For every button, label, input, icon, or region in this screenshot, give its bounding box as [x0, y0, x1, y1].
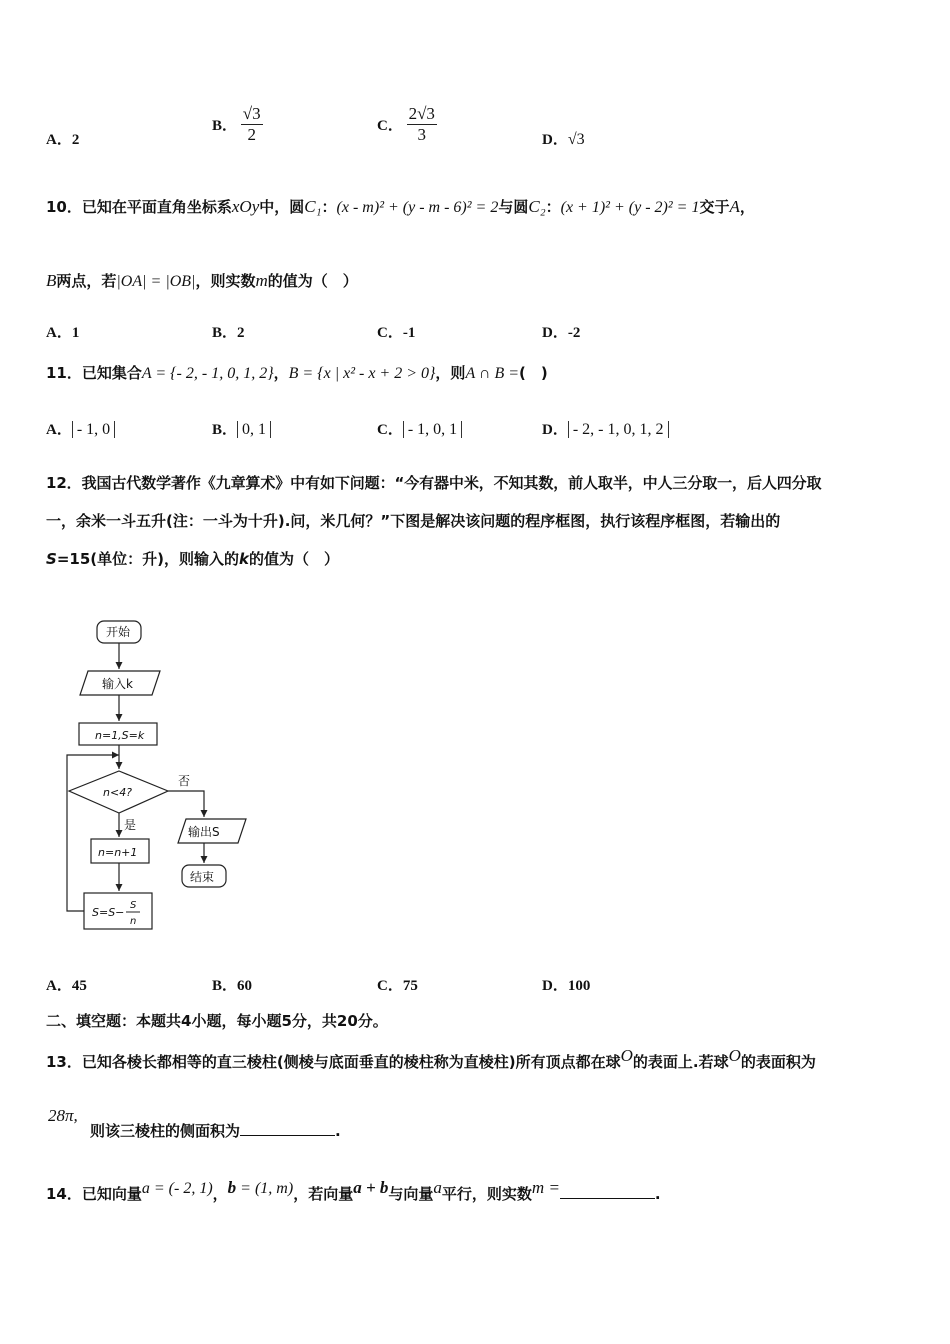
flow-output-label: 输出S [188, 825, 220, 839]
section-heading: 二、填空题：本题共4小题，每小题5分，共20分。 [46, 1012, 388, 1030]
q12-option-c: C．75 [377, 978, 418, 994]
q11-option-d: D． - 2, - 1, 0, 1, 2 [542, 418, 669, 439]
q14-stem: 14．已知向量a = (- 2, 1)，b = (1, m)，若向量a + b与向量a平行，则实数m = . [46, 1178, 661, 1203]
q9-option-d: D．√3 [542, 131, 585, 148]
q12-option-a: A．45 [46, 978, 87, 994]
answer-blank[interactable] [240, 1121, 335, 1136]
flow-cond-label: n<4? [103, 786, 133, 799]
flowchart [60, 615, 260, 935]
flow-incr-label: n=n+1 [98, 846, 138, 859]
flow-start-label: 开始 [106, 625, 131, 639]
flow-end-label: 结束 [190, 870, 215, 884]
q12-option-b: B．60 [212, 978, 253, 994]
q10-option-d: D．-2 [542, 325, 581, 341]
q9-option-c: C． $\frac{2√3}{3}$ [377, 104, 435, 144]
flow-yes-label: 是 [124, 818, 137, 832]
q12-stem-line3: S=15(单位：升)，则输入的k的值为（ ） [46, 550, 339, 568]
flow-update-label: S=S− [92, 906, 125, 919]
q11-option-c: C． - 1, 0, 1 [377, 418, 462, 439]
q12-stem-line2: 一，余米一斗五升(注：一斗为十升).问，米几何？”下图是解决该问题的程序框图，执行该程序框图，若输出的 [46, 512, 781, 530]
flow-loop-arrow [67, 755, 119, 911]
flow-input-label: 输入k [102, 677, 133, 691]
q10-option-c: C．-1 [377, 325, 416, 341]
flow-update-den: n [130, 916, 137, 927]
q13-stem-line2: 则该三棱柱的侧面积为 . [90, 1122, 341, 1140]
q10-option-b: B．2 [212, 325, 245, 341]
q10-stem-line2: B两点，若|OA| = |OB|，则实数m的值为（ ） [46, 271, 358, 290]
q11-stem: 11．已知集合A = {- 2, - 1, 0, 1, 2}，B = {x | x² - x + 2 > 0}，则A ∩ B =( ) [46, 364, 548, 382]
q11-option-a: A． - 1, 0 [46, 418, 115, 439]
flow-init-label: n=1,S=k [95, 729, 145, 742]
q13-stem-line1: 13．已知各棱长都相等的直三棱柱(侧棱与底面垂直的棱柱称为直棱柱)所有顶点都在球O的表面上.若球O的表面积为 [46, 1046, 816, 1071]
q13-area: 28π, [48, 1106, 78, 1125]
q9-option-b: B． $\frac{√3}{2}$ [212, 104, 261, 144]
q12-stem-line1: 12．我国古代数学著作《九章算术》中有如下问题：“今有器中米，不知其数，前人取半，中人三分取一，后人四分取 [46, 474, 822, 492]
fraction: $\frac{√3}{2}$ [242, 104, 261, 144]
answer-blank[interactable] [560, 1184, 655, 1199]
q9-option-a: A．2 [46, 132, 80, 148]
flow-update-num: S [130, 900, 137, 911]
flow-arrow-no [168, 791, 204, 817]
q12-option-d: D．100 [542, 978, 591, 994]
flow-no-label: 否 [178, 774, 191, 788]
q10-option-a: A．1 [46, 325, 80, 341]
q10-stem-line1: 10．已知在平面直角坐标系xOy中，圆C₁：(x - m)² + (y - m - 6)² = 2与圆C₂：(x + 1)² + (y - 2)² = 1交于A， [46, 197, 755, 216]
q11-option-b: B． 0, 1 [212, 418, 271, 439]
fraction: $\frac{2√3}{3}$ [408, 104, 435, 144]
